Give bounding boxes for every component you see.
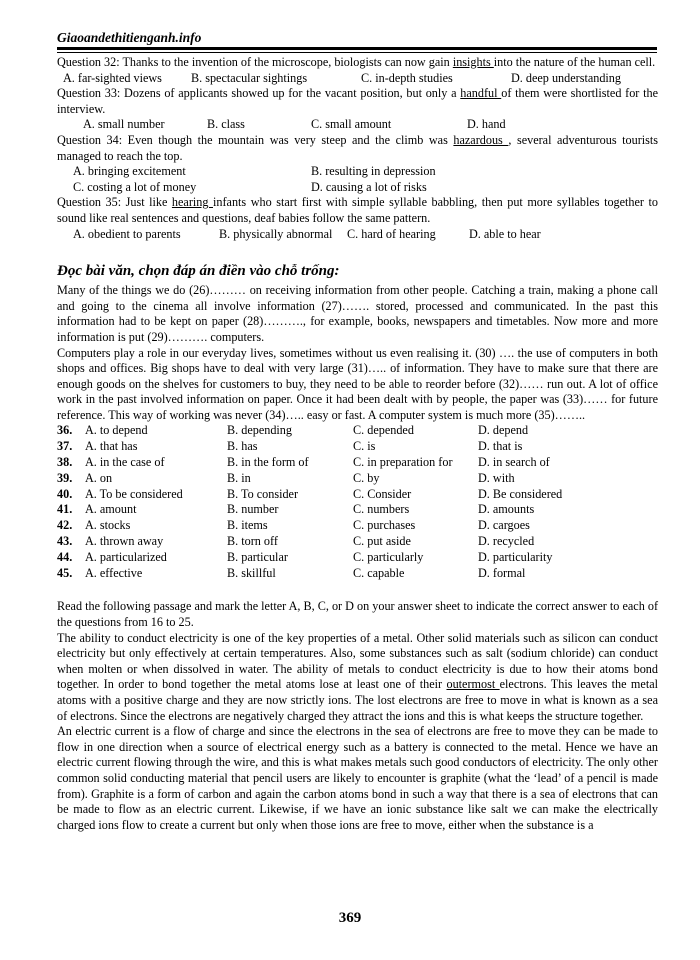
option: A. obedient to parents <box>73 226 181 241</box>
answer-row: 39. A. on B. in C. by D. with <box>57 470 515 485</box>
page-number: 369 <box>338 910 362 926</box>
option: A. far-sighted views <box>63 70 162 85</box>
cloze-paragraph-1: Many of the things we do (26)……… on receiving information from other people. Catching a train, making a phone call and going to the cinema all involve information (27)……. stored, processed and communicated. In the past this information had to be kept on paper (28)………., for example, books, newspapers and timetables. Now more and more information is put (29)………. computers. <box>57 283 658 344</box>
reading-instruction: Read the following passage and mark the letter A, B, C, or D on your answer sheet to indicate the correct answer to each of the questions from 16 to 25. <box>57 599 658 630</box>
reading-paragraph-2: An electric current is a flow of charge and since the electrons in the sea of electrons are free to move they can be made to flow in one direction when a source of electrical energy such as a battery is connected to the metal. Hence we have an electric current flowing through the wire, and this is what makes metals such good conductors of electricity. The only other common solid conducting material that pencil users are likely to encounter is graphite (what the ‘lead’ of a pencil is made from). Graphite is a form of carbon and again the carbon atoms bond in such a way that there is a sea of electrons that can be made to flow as an electric current. Likewise, if we have an ionic substance like salt we can make the electrically charged ions flow to create a current but only when those ions are free to move, either when the substance is a <box>57 724 658 832</box>
question-33-options <box>57 117 658 133</box>
cloze-paragraph-2: Computers play a role in our everyday lives, sometimes without us even realising it. (30) …. the use of computers in both shops and offices. Big shops have to deal with very large (31)….. of information. They have to make sure that there are enough goods on the shelves for customers to buy, they need to be able to reorder before (32)…… run out. A lot of office work in the past involved information on paper. Once it had been dealt with by people, the paper was (33)…… for future reference. This way of working was never (34)….. easy or fast. A computer system is much more (35)…….. <box>57 345 658 422</box>
option: C. costing a lot of money <box>73 179 197 194</box>
option: C. hard of hearing <box>347 226 436 241</box>
option: D. causing a lot of risks <box>311 179 427 194</box>
question-35: Question 35: Just like hearing infants who start first with simple syllable babbling, then put more syllables together to sound like real sentences and questions, deaf babies follow the same pattern. <box>57 195 658 225</box>
answer-row: 37. A. that has B. has C. is D. that is <box>57 439 523 454</box>
question-34-options-row2 <box>57 180 658 196</box>
page-content <box>57 55 658 833</box>
option: C. in-depth studies <box>361 70 453 85</box>
header-rule-thin <box>57 52 657 53</box>
question-32: Question 32: Thanks to the invention of the microscope, biologists can now gain insights into the nature of the human cell. <box>57 55 656 69</box>
answer-row: 42. A. stocks B. items C. purchases D. cargoes <box>57 518 530 533</box>
cloze-answer-grid <box>57 423 657 581</box>
answer-row: 44. A. particularized B. particular C. particularly D. particularity <box>57 549 553 564</box>
answer-row: 45. A. effective B. skillful C. capable D. formal <box>57 565 526 580</box>
option: B. class <box>207 117 245 132</box>
question-32-options <box>57 71 658 87</box>
option: D. hand <box>467 117 506 132</box>
option: C. small amount <box>311 117 392 132</box>
question-33: Question 33: Dozens of applicants showed up for the vacant position, but only a handful of them were shortlisted for the interview. <box>57 86 658 116</box>
site-title: Giaoandethitienganh.info <box>57 30 202 45</box>
answer-row: 41. A. amount B. number C. numbers D. amounts <box>57 502 535 517</box>
question-34: Question 34: Even though the mountain was very steep and the climb was hazardous , several adventurous tourists managed to reach the top. <box>57 132 659 163</box>
answer-row: 43. A. thrown away B. torn off C. put aside D. recycled <box>57 534 535 549</box>
question-34-options-row1 <box>57 164 658 180</box>
answer-row: 36. A. to depend B. depending C. depended D. depend <box>57 423 529 438</box>
header-rule-thick <box>57 47 657 50</box>
option: B. physically abnormal <box>219 226 333 241</box>
option: B. spectacular sightings <box>191 70 308 85</box>
question-35-options <box>57 227 658 243</box>
cloze-heading: Đọc bài văn, chọn đáp án điền vào chỗ trống: <box>57 263 340 280</box>
option: D. able to hear <box>469 226 541 241</box>
option: D. deep understanding <box>511 70 621 85</box>
reading-paragraph-1: The ability to conduct electricity is one of the key properties of a metal. Other solid materials such as silicon can conduct electricity but only effectively at certain temperatures. Also, some substances such as salt (sodium chloride) can conduct when molten or when dissolved in water. The ability of metals to conduct electricity is due to how their atoms bond together. In order to bond together the metal atoms lose at least one of their outermost electrons. This leaves the metal atoms with a positive charge and they are now strictly ions. The lost electrons are free to move in what is known as a sea of electrons. Since the electrons are negatively charged they attract the ions and this is what keeps the structure together. <box>57 630 658 723</box>
answer-row: 40. A. To be considered B. To consider C. Consider D. Be considered <box>57 486 563 501</box>
answer-row: 38. A. in the case of B. in the form of C. in preparation for D. in search of <box>57 455 550 470</box>
option: A. small number <box>83 117 165 132</box>
option: B. resulting in depression <box>311 164 436 179</box>
option: A. bringing excitement <box>73 164 186 179</box>
